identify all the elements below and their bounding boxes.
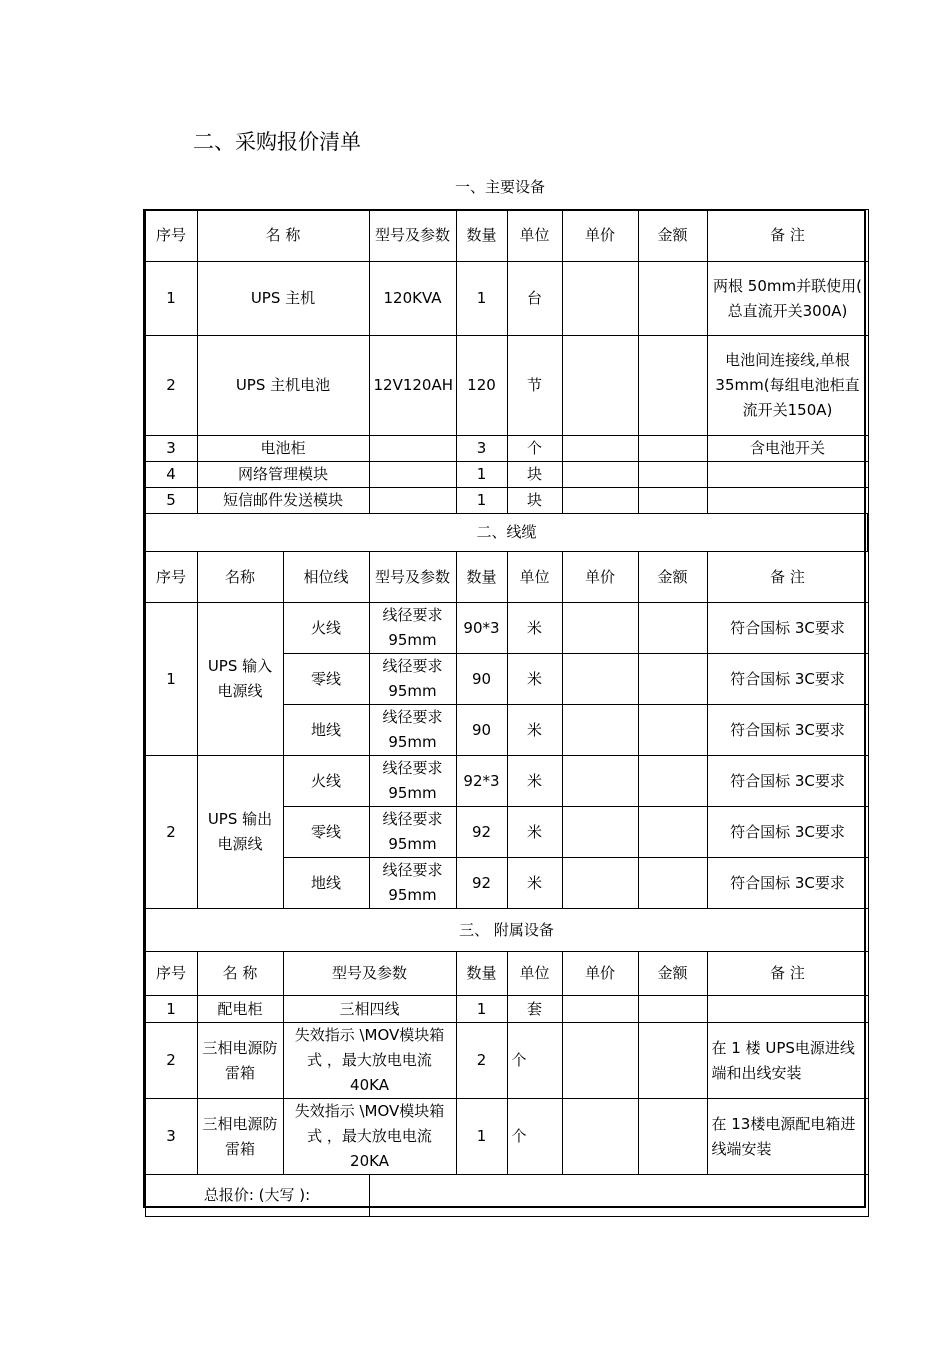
cell-model: 线径要求95mm [369, 705, 456, 756]
section3-title-row [145, 909, 868, 952]
cell-unit: 个 [507, 1099, 562, 1175]
header-cell: 名称 [197, 552, 283, 603]
cell-name: UPS 输入电源线 [197, 603, 283, 756]
cell-price [562, 336, 638, 436]
cell-unit: 块 [507, 488, 562, 514]
header-cell: 数量 [456, 552, 507, 603]
total-row [145, 1175, 868, 1217]
cell-phase: 零线 [283, 654, 369, 705]
cell-note [707, 488, 868, 514]
cell-model [369, 462, 456, 488]
cell-no: 1 [145, 996, 197, 1023]
cell-phase: 火线 [283, 603, 369, 654]
cell-amount [638, 603, 707, 654]
cell-no: 5 [145, 488, 197, 514]
header-no: 序号 [145, 952, 197, 996]
header-model: 型号及参数 [283, 952, 456, 996]
cell-amount [638, 807, 707, 858]
cell-name: 短信邮件发送模块 [197, 488, 369, 514]
cell-qty: 3 [456, 436, 507, 462]
header-cell: 金额 [638, 552, 707, 603]
cell-model: 线径要求95mm [369, 654, 456, 705]
table-row [145, 462, 868, 488]
cell-no: 1 [145, 262, 197, 336]
cell-price [562, 462, 638, 488]
cell-name: 网络管理模块 [197, 462, 369, 488]
cell-qty: 1 [456, 488, 507, 514]
table-row [145, 756, 868, 807]
cell-amount [638, 1099, 707, 1175]
cell-model: 线径要求95mm [369, 756, 456, 807]
cell-model: 120KVA [369, 262, 456, 336]
cell-name: UPS 主机 [197, 262, 369, 336]
cell-no: 3 [145, 1099, 197, 1175]
cell-unit: 块 [507, 462, 562, 488]
header-cell: 备 注 [707, 552, 868, 603]
cell-amount [638, 705, 707, 756]
cell-unit: 米 [507, 603, 562, 654]
cell-note: 符合国标 3C要求 [707, 603, 868, 654]
cell-phase: 地线 [283, 858, 369, 909]
cell-qty: 92 [456, 858, 507, 909]
cell-unit: 台 [507, 262, 562, 336]
cell-unit: 米 [507, 654, 562, 705]
cell-amount [638, 262, 707, 336]
procurement-table [144, 209, 869, 1217]
cell-model: 三相四线 [283, 996, 456, 1023]
cell-note: 在 13楼电源配电箱进线端安装 [707, 1099, 868, 1175]
header-no: 序号 [145, 210, 197, 262]
cell-model [369, 488, 456, 514]
cell-model: 线径要求95mm [369, 807, 456, 858]
cell-unit: 米 [507, 807, 562, 858]
cell-unit: 个 [507, 1023, 562, 1099]
cell-name: UPS 主机电池 [197, 336, 369, 436]
cell-no: 1 [145, 603, 197, 756]
header-cell: 相位线 [283, 552, 369, 603]
cell-note: 在 1 楼 UPS电源进线端和出线安装 [707, 1023, 868, 1099]
cell-qty: 1 [456, 1099, 507, 1175]
cell-amount [638, 1023, 707, 1099]
cell-qty: 90*3 [456, 603, 507, 654]
header-cell: 序号 [145, 552, 197, 603]
cell-no: 3 [145, 436, 197, 462]
section-title-main-equipment: 一、主要设备 [454, 178, 545, 196]
document-title: 二、采购报价清单 [193, 130, 361, 154]
cell-qty: 92 [456, 807, 507, 858]
section2-header-row [145, 552, 868, 603]
header-qty: 数量 [456, 210, 507, 262]
cell-note: 符合国标 3C要求 [707, 756, 868, 807]
cell-qty: 120 [456, 336, 507, 436]
cell-qty: 1 [456, 996, 507, 1023]
cell-no: 4 [145, 462, 197, 488]
table-row [145, 1099, 868, 1175]
cell-note: 符合国标 3C要求 [707, 807, 868, 858]
cell-no: 2 [145, 336, 197, 436]
cell-note: 符合国标 3C要求 [707, 858, 868, 909]
cell-amount [638, 858, 707, 909]
cell-name: 配电柜 [197, 996, 283, 1023]
cell-note: 电池间连接线,单根 35mm(每组电池柜直流开关150A) [707, 336, 868, 436]
cell-unit: 米 [507, 858, 562, 909]
cell-price [562, 705, 638, 756]
cell-price [562, 807, 638, 858]
cell-price [562, 858, 638, 909]
cell-model: 失效指示 \MOV模块箱式 ，最大放电电流 20KA [283, 1099, 456, 1175]
cell-unit: 节 [507, 336, 562, 436]
cell-phase: 零线 [283, 807, 369, 858]
header-note: 备 注 [707, 210, 868, 262]
header-model: 型号及参数 [369, 210, 456, 262]
section2-title-row [145, 514, 868, 552]
total-value [369, 1175, 868, 1217]
cell-note: 两根 50mm并联使用( 总直流开关300A) [707, 262, 868, 336]
cell-qty: 1 [456, 262, 507, 336]
cell-model: 线径要求95mm [369, 858, 456, 909]
section3-header-row [145, 952, 868, 996]
header-qty: 数量 [456, 952, 507, 996]
cell-amount [638, 488, 707, 514]
header-price: 单价 [562, 952, 638, 996]
cell-amount [638, 462, 707, 488]
header-note: 备 注 [707, 952, 868, 996]
cell-price [562, 262, 638, 336]
cell-name: UPS 输出电源线 [197, 756, 283, 909]
cell-note [707, 462, 868, 488]
cell-price [562, 436, 638, 462]
cell-price [562, 756, 638, 807]
header-unit: 单位 [507, 952, 562, 996]
header-price: 单价 [562, 210, 638, 262]
header-name: 名 称 [197, 952, 283, 996]
cell-name: 三相电源防雷箱 [197, 1023, 283, 1099]
cell-qty: 90 [456, 654, 507, 705]
cell-price [562, 1023, 638, 1099]
cell-price [562, 488, 638, 514]
header-cell: 单价 [562, 552, 638, 603]
cell-note: 符合国标 3C要求 [707, 654, 868, 705]
table-row [145, 488, 868, 514]
cell-amount [638, 996, 707, 1023]
cell-amount [638, 756, 707, 807]
cell-no: 2 [145, 1023, 197, 1099]
cell-price [562, 654, 638, 705]
cell-amount [638, 436, 707, 462]
section-title-accessories: 三、 附属设备 [145, 909, 868, 952]
cell-model: 12V120AH [369, 336, 456, 436]
cell-model [369, 436, 456, 462]
cell-phase: 火线 [283, 756, 369, 807]
cell-name: 电池柜 [197, 436, 369, 462]
cell-price [562, 603, 638, 654]
cell-unit: 米 [507, 705, 562, 756]
cell-note [707, 996, 868, 1023]
header-name: 名 称 [197, 210, 369, 262]
header-unit: 单位 [507, 210, 562, 262]
cell-no: 2 [145, 756, 197, 909]
cell-model: 失效指示 \MOV模块箱式 ，最大放电电流 40KA [283, 1023, 456, 1099]
cell-unit: 套 [507, 996, 562, 1023]
table-row [145, 996, 868, 1023]
header-cell: 型号及参数 [369, 552, 456, 603]
table-row [145, 603, 868, 654]
cell-price [562, 996, 638, 1023]
header-cell: 单位 [507, 552, 562, 603]
total-label: 总报价: (大写 ): [145, 1175, 369, 1217]
cell-amount [638, 654, 707, 705]
cell-qty: 90 [456, 705, 507, 756]
cell-qty: 2 [456, 1023, 507, 1099]
cell-unit: 个 [507, 436, 562, 462]
table-row [145, 1023, 868, 1099]
cell-price [562, 1099, 638, 1175]
cell-note: 含电池开关 [707, 436, 868, 462]
table-row [145, 336, 868, 436]
cell-phase: 地线 [283, 705, 369, 756]
cell-qty: 92*3 [456, 756, 507, 807]
section1-header-row [145, 210, 868, 262]
table-row [145, 262, 868, 336]
cell-name: 三相电源防雷箱 [197, 1099, 283, 1175]
header-amount: 金额 [638, 210, 707, 262]
cell-qty: 1 [456, 462, 507, 488]
header-amount: 金额 [638, 952, 707, 996]
cell-model: 线径要求95mm [369, 603, 456, 654]
table-row [145, 436, 868, 462]
section-title-cables: 二、线缆 [145, 514, 868, 552]
cell-unit: 米 [507, 756, 562, 807]
cell-note: 符合国标 3C要求 [707, 705, 868, 756]
cell-amount [638, 336, 707, 436]
